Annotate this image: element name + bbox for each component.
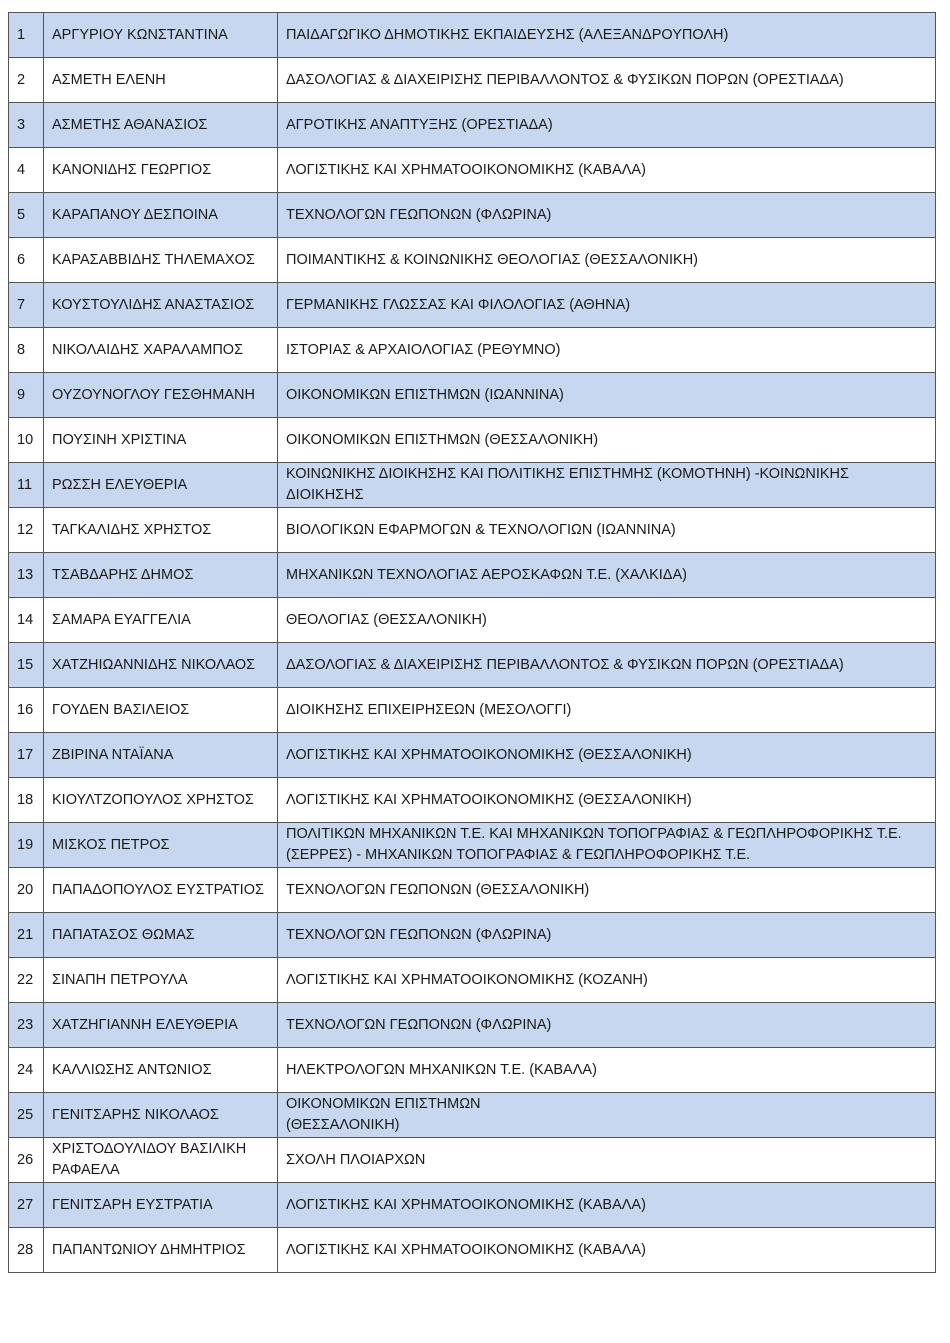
row-number-cell: 22 (9, 958, 44, 1003)
person-name-cell: ΤΣΑΒΔΑΡΗΣ ΔΗΜΟΣ (44, 553, 278, 598)
table-row (9, 958, 936, 1003)
person-name-cell: ΡΩΣΣΗ ΕΛΕΥΘΕΡΙΑ (44, 463, 278, 508)
department-cell: ΔΙΟΙΚΗΣΗΣ ΕΠΙΧΕΙΡΗΣΕΩΝ (ΜΕΣΟΛΟΓΓΙ) (278, 688, 936, 733)
table-row (9, 778, 936, 823)
person-name-cell: ΑΣΜΕΤΗ ΕΛΕΝΗ (44, 58, 278, 103)
department-cell: ΛΟΓΙΣΤΙΚΗΣ ΚΑΙ ΧΡΗΜΑΤΟΟΙΚΟΝΟΜΙΚΗΣ (ΚΑΒΑΛΑ) (278, 148, 936, 193)
person-name-cell: ΚΑΝΟΝΙΔΗΣ ΓΕΩΡΓΙΟΣ (44, 148, 278, 193)
department-cell: ΤΕΧΝΟΛΟΓΩΝ ΓΕΩΠΟΝΩΝ (ΦΛΩΡΙΝΑ) (278, 913, 936, 958)
row-number-cell: 6 (9, 238, 44, 283)
person-name-cell: ΠΟΥΣΙΝΗ ΧΡΙΣΤΙΝΑ (44, 418, 278, 463)
table-row (9, 193, 936, 238)
table-row (9, 1138, 936, 1183)
table-row (9, 418, 936, 463)
row-number-cell: 20 (9, 868, 44, 913)
row-number-cell: 13 (9, 553, 44, 598)
person-name-cell: ΝΙΚΟΛΑΙΔΗΣ ΧΑΡΑΛΑΜΠΟΣ (44, 328, 278, 373)
row-number-cell: 5 (9, 193, 44, 238)
person-name-cell: ΚΙΟΥΛΤΖΟΠΟΥΛΟΣ ΧΡΗΣΤΟΣ (44, 778, 278, 823)
table-row (9, 13, 936, 58)
table-row (9, 1003, 936, 1048)
row-number-cell: 9 (9, 373, 44, 418)
table-row (9, 328, 936, 373)
department-cell: ΛΟΓΙΣΤΙΚΗΣ ΚΑΙ ΧΡΗΜΑΤΟΟΙΚΟΝΟΜΙΚΗΣ (ΚΟΖΑΝΗ) (278, 958, 936, 1003)
department-cell: ΒΙΟΛΟΓΙΚΩΝ ΕΦΑΡΜΟΓΩΝ & ΤΕΧΝΟΛΟΓΙΩΝ (ΙΩΑΝΝΙΝΑ) (278, 508, 936, 553)
results-table-body (9, 13, 936, 1273)
department-cell: ΠΑΙΔΑΓΩΓΙΚΟ ΔΗΜΟΤΙΚΗΣ ΕΚΠΑΙΔΕΥΣΗΣ (ΑΛΕΞΑΝΔΡΟΥΠΟΛΗ) (278, 13, 936, 58)
table-row (9, 463, 936, 508)
department-cell: ΚΟΙΝΩΝΙΚΗΣ ΔΙΟΙΚΗΣΗΣ ΚΑΙ ΠΟΛΙΤΙΚΗΣ ΕΠΙΣΤΗΜΗΣ (ΚΟΜΟΤΗΝΗ) -ΚΟΙΝΩΝΙΚΗΣ ΔΙΟΙΚΗΣΗΣ (278, 463, 936, 508)
department-cell: ΛΟΓΙΣΤΙΚΗΣ ΚΑΙ ΧΡΗΜΑΤΟΟΙΚΟΝΟΜΙΚΗΣ (ΚΑΒΑΛΑ) (278, 1228, 936, 1273)
person-name-cell: ΠΑΠΑΝΤΩΝΙΟΥ ΔΗΜΗΤΡΙΟΣ (44, 1228, 278, 1273)
person-name-cell: ΧΑΤΖΗΙΩΑΝΝΙΔΗΣ ΝΙΚΟΛΑΟΣ (44, 643, 278, 688)
person-name-cell: ΑΣΜΕΤΗΣ ΑΘΑΝΑΣΙΟΣ (44, 103, 278, 148)
row-number-cell: 7 (9, 283, 44, 328)
table-row (9, 733, 936, 778)
department-cell: ΛΟΓΙΣΤΙΚΗΣ ΚΑΙ ΧΡΗΜΑΤΟΟΙΚΟΝΟΜΙΚΗΣ (ΚΑΒΑΛΑ) (278, 1183, 936, 1228)
table-row (9, 913, 936, 958)
row-number-cell: 10 (9, 418, 44, 463)
department-cell: ΟΙΚΟΝΟΜΙΚΩΝ ΕΠΙΣΤΗΜΩΝ (ΙΩΑΝΝΙΝΑ) (278, 373, 936, 418)
person-name-cell: ΓΟΥΔΕΝ ΒΑΣΙΛΕΙΟΣ (44, 688, 278, 733)
row-number-cell: 19 (9, 823, 44, 868)
department-cell: ΠΟΛΙΤΙΚΩΝ ΜΗΧΑΝΙΚΩΝ Τ.Ε. ΚΑΙ ΜΗΧΑΝΙΚΩΝ ΤΟΠΟΓΡΑΦΙΑΣ & ΓΕΩΠΛΗΡΟΦΟΡΙΚΗΣ Τ.Ε. (ΣΕΡΡΕΣ) - ΜΗΧΑΝΙΚΩΝ ΤΟΠΟΓΡΑΦΙΑΣ & ΓΕΩΠΛΗΡΟΦΟΡΙΚΗΣ Τ.Ε. (278, 823, 936, 868)
person-name-cell: ΟΥΖΟΥΝΟΓΛΟΥ ΓΕΣΘΗΜΑΝΗ (44, 373, 278, 418)
person-name-cell: ΑΡΓΥΡΙΟΥ ΚΩΝΣΤΑΝΤΙΝΑ (44, 13, 278, 58)
department-cell: ΟΙΚΟΝΟΜΙΚΩΝ ΕΠΙΣΤΗΜΩΝ (ΘΕΣΣΑΛΟΝΙΚΗ) (278, 1093, 936, 1138)
person-name-cell: ΧΡΙΣΤΟΔΟΥΛΙΔΟΥ ΒΑΣΙΛΙΚΗ ΡΑΦΑΕΛΑ (44, 1138, 278, 1183)
person-name-cell: ΠΑΠΑΤΑΣΟΣ ΘΩΜΑΣ (44, 913, 278, 958)
department-cell: ΗΛΕΚΤΡΟΛΟΓΩΝ ΜΗΧΑΝΙΚΩΝ Τ.Ε. (ΚΑΒΑΛΑ) (278, 1048, 936, 1093)
row-number-cell: 27 (9, 1183, 44, 1228)
table-row (9, 553, 936, 598)
person-name-cell: ΣΙΝΑΠΗ ΠΕΤΡΟΥΛΑ (44, 958, 278, 1003)
department-cell: ΔΑΣΟΛΟΓΙΑΣ & ΔΙΑΧΕΙΡΙΣΗΣ ΠΕΡΙΒΑΛΛΟΝΤΟΣ & ΦΥΣΙΚΩΝ ΠΟΡΩΝ (ΟΡΕΣΤΙΑΔΑ) (278, 643, 936, 688)
person-name-cell: ΠΑΠΑΔΟΠΟΥΛΟΣ ΕΥΣΤΡΑΤΙΟΣ (44, 868, 278, 913)
table-row (9, 238, 936, 283)
department-cell: ΜΗΧΑΝΙΚΩΝ ΤΕΧΝΟΛΟΓΙΑΣ ΑΕΡΟΣΚΑΦΩΝ Τ.Ε. (ΧΑΛΚΙΔΑ) (278, 553, 936, 598)
table-row (9, 58, 936, 103)
table-row (9, 103, 936, 148)
table-row (9, 688, 936, 733)
table-row (9, 283, 936, 328)
department-cell: ΛΟΓΙΣΤΙΚΗΣ ΚΑΙ ΧΡΗΜΑΤΟΟΙΚΟΝΟΜΙΚΗΣ (ΘΕΣΣΑΛΟΝΙΚΗ) (278, 733, 936, 778)
department-cell: ΓΕΡΜΑΝΙΚΗΣ ΓΛΩΣΣΑΣ ΚΑΙ ΦΙΛΟΛΟΓΙΑΣ (ΑΘΗΝΑ) (278, 283, 936, 328)
row-number-cell: 2 (9, 58, 44, 103)
row-number-cell: 8 (9, 328, 44, 373)
row-number-cell: 26 (9, 1138, 44, 1183)
person-name-cell: ΓΕΝΙΤΣΑΡΗ ΕΥΣΤΡΑΤΙΑ (44, 1183, 278, 1228)
table-row (9, 598, 936, 643)
person-name-cell: ΣΑΜΑΡΑ ΕΥΑΓΓΕΛΙΑ (44, 598, 278, 643)
person-name-cell: ΧΑΤΖΗΓΙΑΝΝΗ ΕΛΕΥΘΕΡΙΑ (44, 1003, 278, 1048)
row-number-cell: 11 (9, 463, 44, 508)
row-number-cell: 18 (9, 778, 44, 823)
row-number-cell: 24 (9, 1048, 44, 1093)
row-number-cell: 23 (9, 1003, 44, 1048)
department-cell: ΟΙΚΟΝΟΜΙΚΩΝ ΕΠΙΣΤΗΜΩΝ (ΘΕΣΣΑΛΟΝΙΚΗ) (278, 418, 936, 463)
row-number-cell: 4 (9, 148, 44, 193)
table-row (9, 1048, 936, 1093)
row-number-cell: 14 (9, 598, 44, 643)
row-number-cell: 1 (9, 13, 44, 58)
table-row (9, 148, 936, 193)
person-name-cell: ΚΑΡΑΣΑΒΒΙΔΗΣ ΤΗΛΕΜΑΧΟΣ (44, 238, 278, 283)
row-number-cell: 21 (9, 913, 44, 958)
person-name-cell: ΖΒΙΡΙΝΑ ΝΤΑΪΑΝΑ (44, 733, 278, 778)
table-row (9, 643, 936, 688)
table-row (9, 373, 936, 418)
row-number-cell: 15 (9, 643, 44, 688)
person-name-cell: ΜΙΣΚΟΣ ΠΕΤΡΟΣ (44, 823, 278, 868)
department-cell: ΘΕΟΛΟΓΙΑΣ (ΘΕΣΣΑΛΟΝΙΚΗ) (278, 598, 936, 643)
department-cell: ΑΓΡΟΤΙΚΗΣ ΑΝΑΠΤΥΞΗΣ (ΟΡΕΣΤΙΑΔΑ) (278, 103, 936, 148)
person-name-cell: ΚΟΥΣΤΟΥΛΙΔΗΣ ΑΝΑΣΤΑΣΙΟΣ (44, 283, 278, 328)
row-number-cell: 25 (9, 1093, 44, 1138)
person-name-cell: ΓΕΝΙΤΣΑΡΗΣ ΝΙΚΟΛΑΟΣ (44, 1093, 278, 1138)
department-cell: ΤΕΧΝΟΛΟΓΩΝ ΓΕΩΠΟΝΩΝ (ΘΕΣΣΑΛΟΝΙΚΗ) (278, 868, 936, 913)
row-number-cell: 3 (9, 103, 44, 148)
table-row (9, 1183, 936, 1228)
department-cell: ΤΕΧΝΟΛΟΓΩΝ ΓΕΩΠΟΝΩΝ (ΦΛΩΡΙΝΑ) (278, 1003, 936, 1048)
department-cell: ΤΕΧΝΟΛΟΓΩΝ ΓΕΩΠΟΝΩΝ (ΦΛΩΡΙΝΑ) (278, 193, 936, 238)
table-row (9, 1093, 936, 1138)
table-row (9, 508, 936, 553)
results-table (8, 12, 936, 1273)
person-name-cell: ΤΑΓΚΑΛΙΔΗΣ ΧΡΗΣΤΟΣ (44, 508, 278, 553)
person-name-cell: ΚΑΛΛΙΩΣΗΣ ΑΝΤΩΝΙΟΣ (44, 1048, 278, 1093)
department-cell: ΛΟΓΙΣΤΙΚΗΣ ΚΑΙ ΧΡΗΜΑΤΟΟΙΚΟΝΟΜΙΚΗΣ (ΘΕΣΣΑΛΟΝΙΚΗ) (278, 778, 936, 823)
department-cell: ΣΧΟΛΗ ΠΛΟΙΑΡΧΩΝ (278, 1138, 936, 1183)
department-cell: ΔΑΣΟΛΟΓΙΑΣ & ΔΙΑΧΕΙΡΙΣΗΣ ΠΕΡΙΒΑΛΛΟΝΤΟΣ & ΦΥΣΙΚΩΝ ΠΟΡΩΝ (ΟΡΕΣΤΙΑΔΑ) (278, 58, 936, 103)
person-name-cell: ΚΑΡΑΠΑΝΟΥ ΔΕΣΠΟΙΝΑ (44, 193, 278, 238)
row-number-cell: 12 (9, 508, 44, 553)
row-number-cell: 16 (9, 688, 44, 733)
department-cell: ΠΟΙΜΑΝΤΙΚΗΣ & ΚΟΙΝΩΝΙΚΗΣ ΘΕΟΛΟΓΙΑΣ (ΘΕΣΣΑΛΟΝΙΚΗ) (278, 238, 936, 283)
department-cell: ΙΣΤΟΡΙΑΣ & ΑΡΧΑΙΟΛΟΓΙΑΣ (ΡΕΘΥΜΝΟ) (278, 328, 936, 373)
row-number-cell: 17 (9, 733, 44, 778)
table-row (9, 868, 936, 913)
table-row (9, 1228, 936, 1273)
table-row (9, 823, 936, 868)
row-number-cell: 28 (9, 1228, 44, 1273)
